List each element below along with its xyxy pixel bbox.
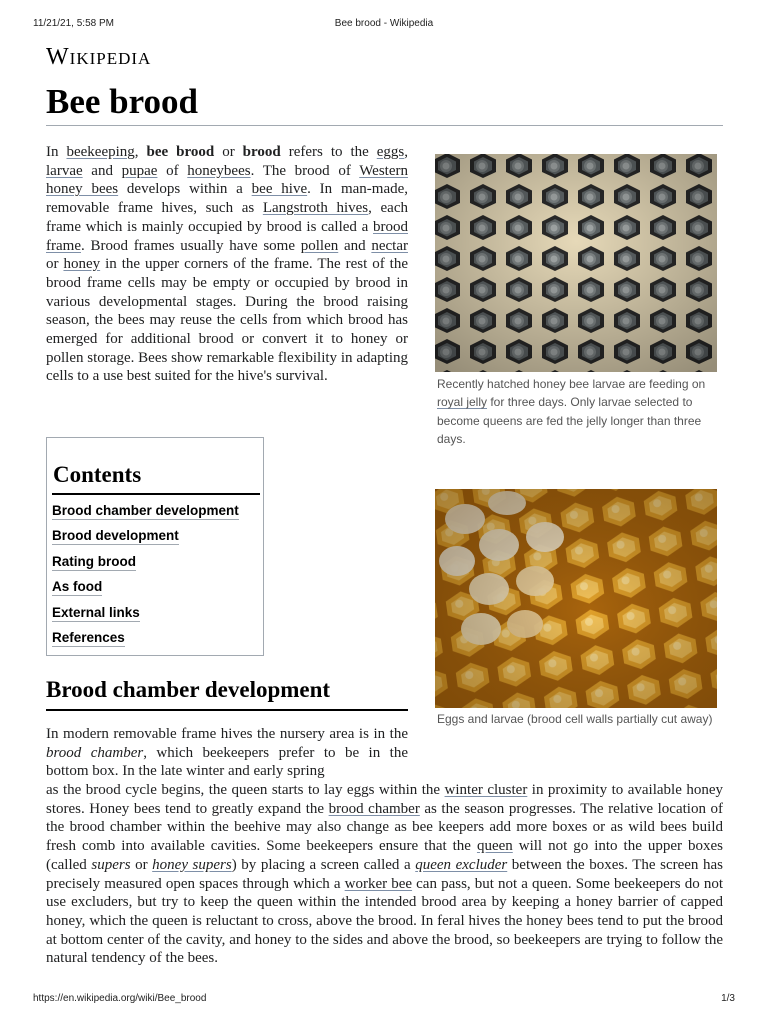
section-paragraph-part1: In modern removable frame hives the nursery area is in the brood chamber, which beekeepers prefer to be in the bottom box. In the late winter and early spring [46, 726, 408, 780]
larvae-royal-jelly-photo[interactable] [435, 154, 717, 372]
honeycomb-larvae-image [435, 154, 717, 372]
inline-link[interactable]: Western honey bees [46, 162, 408, 198]
toc-item-as-food[interactable]: As food [52, 579, 103, 595]
wikipedia-wordmark[interactable]: Wikipedia [46, 44, 152, 70]
inline-link[interactable]: honey supers [152, 856, 232, 873]
print-page-count: 1/3 [721, 993, 735, 1004]
toc-item-external-links[interactable]: External links [52, 604, 140, 620]
toc-item-brood-development[interactable]: Brood development [52, 528, 179, 544]
inline-link[interactable]: queen [476, 838, 513, 855]
inline-link[interactable]: eggs [376, 144, 405, 160]
section-divider [46, 709, 408, 711]
inline-link[interactable]: Langstroth hives [262, 200, 369, 217]
italic-term: supers [91, 856, 131, 873]
toc-list [52, 502, 239, 654]
figure-caption-larvae: Recently hatched honey bee larvae are feeding on royal jelly for three days. Only larvae selected to become queens are fed the jelly longer than three days. [437, 377, 706, 446]
inline-link[interactable]: worker bee [344, 875, 413, 892]
print-url: https://en.wikipedia.org/wiki/Bee_brood [33, 993, 207, 1004]
honeycomb-honey-image [435, 489, 717, 708]
inline-link[interactable]: brood frame [46, 218, 408, 254]
toc-title: Contents [53, 462, 142, 487]
section-paragraph-part2: as the brood cycle begins, the queen starts to lay eggs within the winter cluster in proximity to available honey stores. Honey bees tend to greatly expand the brood chamber as the season progresses. The relative location of the brood chamber within the beehive may also change as bee keepers add more boxes or as wild bees build fresh comb into available cavities. Some beekeepers ensure that the queen will not go into the upper boxes (called supers or honey supers) by placing a screen called a queen excluder between the boxes. The screen has precisely measured open spaces through which a worker bee can pass, but not a queen. Some beekeepers do not use excluders, but try to keep the queen within the intended brood area by keeping a honey barrier of capped honey, which the queen is reluctant to cross, above the brood. In feral hives the honey bees tend to put the brood at bottom center of the cavity, and honey to the sides and above the brood, so beekeepers are trying to follow the natural tendency of the bees. [46, 782, 724, 967]
inline-link[interactable]: brood chamber [328, 800, 420, 817]
bold-term: brood [242, 144, 281, 160]
toc-item-rating-brood[interactable]: Rating brood [52, 553, 136, 569]
bold-term: bee brood [146, 144, 215, 160]
inline-link[interactable]: pollen [300, 237, 339, 254]
toc-item-references[interactable]: References [52, 629, 125, 645]
title-divider [46, 125, 723, 126]
article-title: Bee brood [46, 82, 198, 121]
print-datetime: 11/21/21, 5:58 PM [33, 18, 114, 29]
italic-term: brood chamber [46, 744, 144, 761]
section-heading-brood-chamber-development: Brood chamber development [46, 677, 331, 702]
eggs-and-larvae-photo[interactable] [435, 489, 717, 708]
toc-divider [52, 493, 260, 495]
inline-link[interactable]: winter cluster [444, 782, 528, 798]
inline-link[interactable]: queen excluder [415, 856, 508, 873]
inline-link[interactable]: beekeeping [66, 144, 135, 160]
toc-item-brood-chamber-development[interactable]: Brood chamber development [52, 503, 239, 518]
print-page-title: Bee brood - Wikipedia [334, 18, 434, 29]
inline-link[interactable]: royal jelly [437, 395, 488, 410]
inline-link[interactable]: larvae [46, 162, 83, 179]
figure-caption-eggs: Eggs and larvae (brood cell walls partially cut away) [437, 712, 713, 726]
inline-link[interactable]: pupae [121, 162, 158, 179]
inline-link[interactable]: bee hive [251, 181, 308, 198]
inline-link[interactable]: nectar [371, 237, 408, 254]
inline-link[interactable]: honey [63, 256, 101, 273]
table-of-contents [46, 437, 264, 656]
inline-link[interactable]: honeybees [187, 162, 251, 179]
intro-paragraph: In beekeeping, bee brood or brood refers to the eggs, larvae and pupae of honeybees. The brood of Western honey bees develops within a bee hive. In man-made, removable frame hives, such as Langstroth hives, each frame which is mainly occupied by brood is called a brood frame. Brood frames usually have some pollen and nectar or honey in the upper corners of the frame. The rest of the brood frame cells may be empty or occupied by brood in various developmental stages. During the brood raising season, the bees may reuse the cells from which brood has emerged for additional brood or convert it to honey or pollen storage. Bees show remarkable flexibility in adapting cells to a use best suited for the hive's survival. [46, 144, 409, 385]
